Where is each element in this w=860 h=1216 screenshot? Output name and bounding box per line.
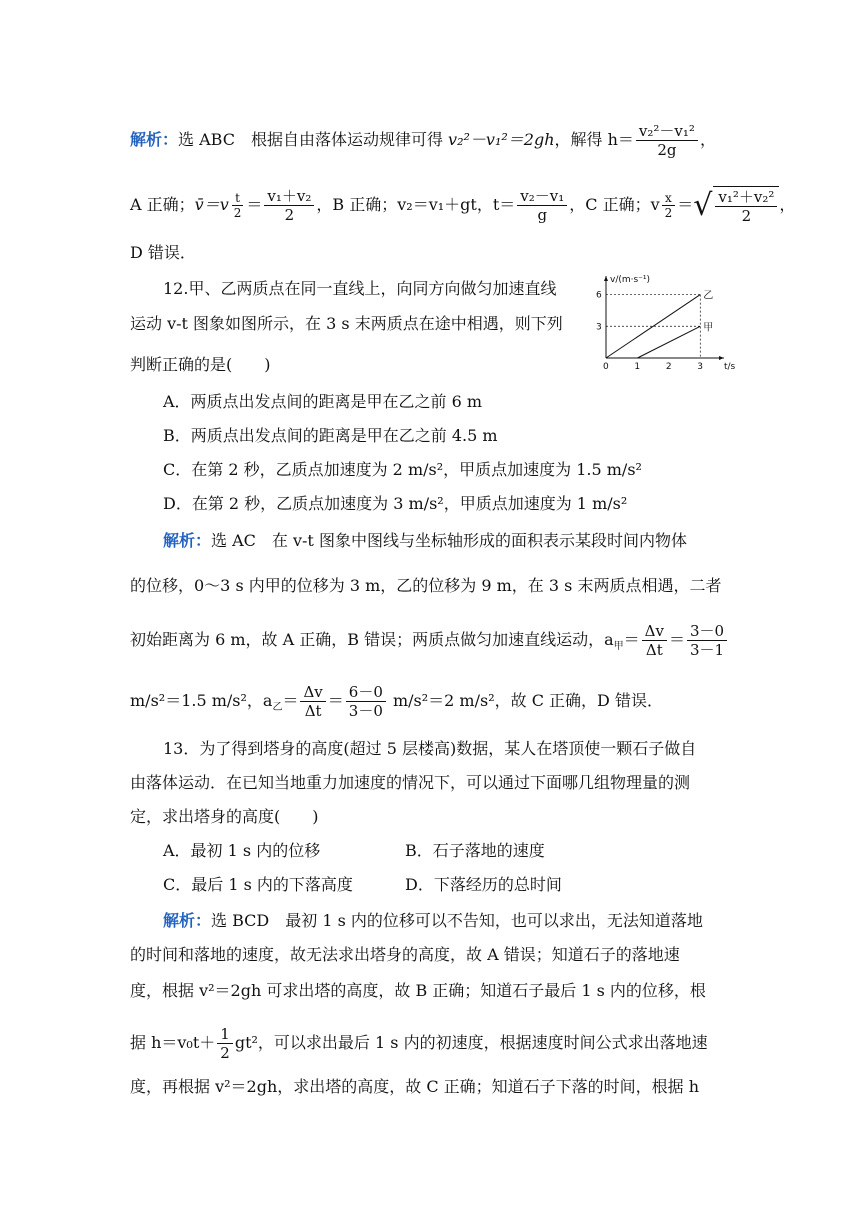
- question-12-option-b: B．两质点出发点间的距离是甲在乙之前 4.5 m: [163, 426, 498, 445]
- solution-13-line-5: 度，再根据 v²＝2gh，求出塔的高度，故 C 正确；知道石子下落的时间，根据 h: [130, 1077, 700, 1096]
- vt-graph: [592, 275, 736, 372]
- y-tick-label: 6: [596, 290, 602, 301]
- question-13-option-d: D．下落经历的总时间: [405, 875, 562, 894]
- question-13-option-c: C．最后 1 s 内的下落高度: [163, 875, 353, 894]
- question-12-option-a: A．两质点出发点间的距离是甲在乙之前 6 m: [163, 392, 483, 411]
- solution-13-line-4: 据 h＝v₀t＋ $\frac{1}{2}$ gt²，可以求出最后 1 s 内的初速度，根据速度时间公式求出落地速: [130, 1025, 708, 1062]
- y-axis-arrow: [604, 276, 608, 281]
- solution-12-line-4: m/s²＝1.5 m/s²，$a_乙=$ $\frac{\Delta v}{\Delta t}$ ＝ $\frac{6-0}{3-0}$ m/s²＝2 m/s²，故 C 正确，D 错误．: [130, 683, 663, 720]
- question-13-option-a: A．最初 1 s 内的位移: [163, 841, 321, 860]
- question-13-line-3: 定，求出塔身的高度( ): [130, 807, 319, 826]
- x-axis-arrow: [719, 356, 724, 360]
- solution-13-line-2: 的时间和落地的速度，故无法求出塔身的高度，故 A 错误；知道石子的落地速: [130, 945, 680, 964]
- question-12-option-c: C．在第 2 秒，乙质点加速度为 2 m/s²，甲质点加速度为 1.5 m/s²: [163, 460, 642, 479]
- y-tick-label: 3: [596, 322, 602, 333]
- solution-13-line-3: 度，根据 v²＝2gh 可求出塔的高度，故 B 正确；知道石子最后 1 s 内的位移，根: [130, 981, 706, 1000]
- solution-label: 解析：: [130, 130, 179, 149]
- x-tick-label: 0: [603, 362, 609, 372]
- question-13-option-b: B．石子落地的速度: [405, 841, 545, 860]
- x-axis-label: t/s: [724, 362, 736, 372]
- x-tick-label: 1: [634, 362, 641, 372]
- solution-11-line-3: D 错误．: [130, 243, 196, 262]
- solution-12-line-2: 的位移，0～3 s 内甲的位移为 3 m，乙的位移为 9 m，在 3 s 末两质点相遇，二者: [130, 576, 722, 595]
- question-13-line-2: 由落体运动．在已知当地重力加速度的情况下，可以通过下面哪几组物理量的测: [130, 773, 691, 792]
- series-label: 乙: [703, 290, 714, 302]
- fraction: $\frac{\text{v₂²－v₁²}}{2g}$: [636, 122, 698, 159]
- x-tick-label: 2: [665, 362, 672, 372]
- solution-12-line-1: 解析：选 AC 在 v-t 图象中图线与坐标轴形成的面积表示某段时间内物体: [163, 531, 687, 550]
- y-axis-label: v/(m·s⁻¹): [610, 275, 651, 285]
- question-13-line-1: 13．为了得到塔身的高度(超过 5 层楼高)数据，某人在塔顶使一颗石子做自: [163, 739, 697, 758]
- series-label: 甲: [703, 322, 714, 334]
- x-tick-label: 3: [697, 362, 704, 372]
- solution-11-line-2: A 正确；v̄＝v $\frac{t}{2}$ ＝ $\frac{\text{v₁＋v₂}}{2}$ ，B 正确；v₂＝v₁＋gt，t＝ $\frac{\text{v₂－v₁}}{g}$ ，C 正确；v $\frac{x}{2}$ ＝ √ $\frac{\text{v₁²＋v₂²}}{2}$ ，: [130, 187, 796, 225]
- solution-11-line-1: 解析：选 ABC 根据自由落体运动规律可得 v₂²－v₁²＝2gh，解得 h＝ $\frac{\text{v₂²－v₁²}}{2g}$ ，: [130, 122, 716, 159]
- question-12-option-d: D．在第 2 秒，乙质点加速度为 3 m/s²，甲质点加速度为 1 m/s²: [163, 494, 628, 513]
- question-12-line-2: 运动 v-t 图象如图所示，在 3 s 末两质点在途中相遇，则下列: [130, 314, 563, 333]
- question-12-line-1: 12.甲、乙两质点在同一直线上，向同方向做匀加速直线: [163, 279, 557, 298]
- solution-12-line-3: 初始距离为 6 m，故 A 正确，B 错误；两质点做匀加速直线运动，$a_甲=$ $\frac{\Delta v}{\Delta t}$ ＝ $\frac{3-0}{3-1}$: [130, 622, 730, 659]
- question-12-line-3: 判断正确的是( ): [130, 355, 271, 374]
- square-root: √ $\frac{\text{v₁²＋v₂²}}{2}$: [693, 186, 779, 225]
- solution-13-line-1: 解析：选 BCD 最初 1 s 内的位移可以不告知，也可以求出，无法知道落地: [163, 911, 703, 930]
